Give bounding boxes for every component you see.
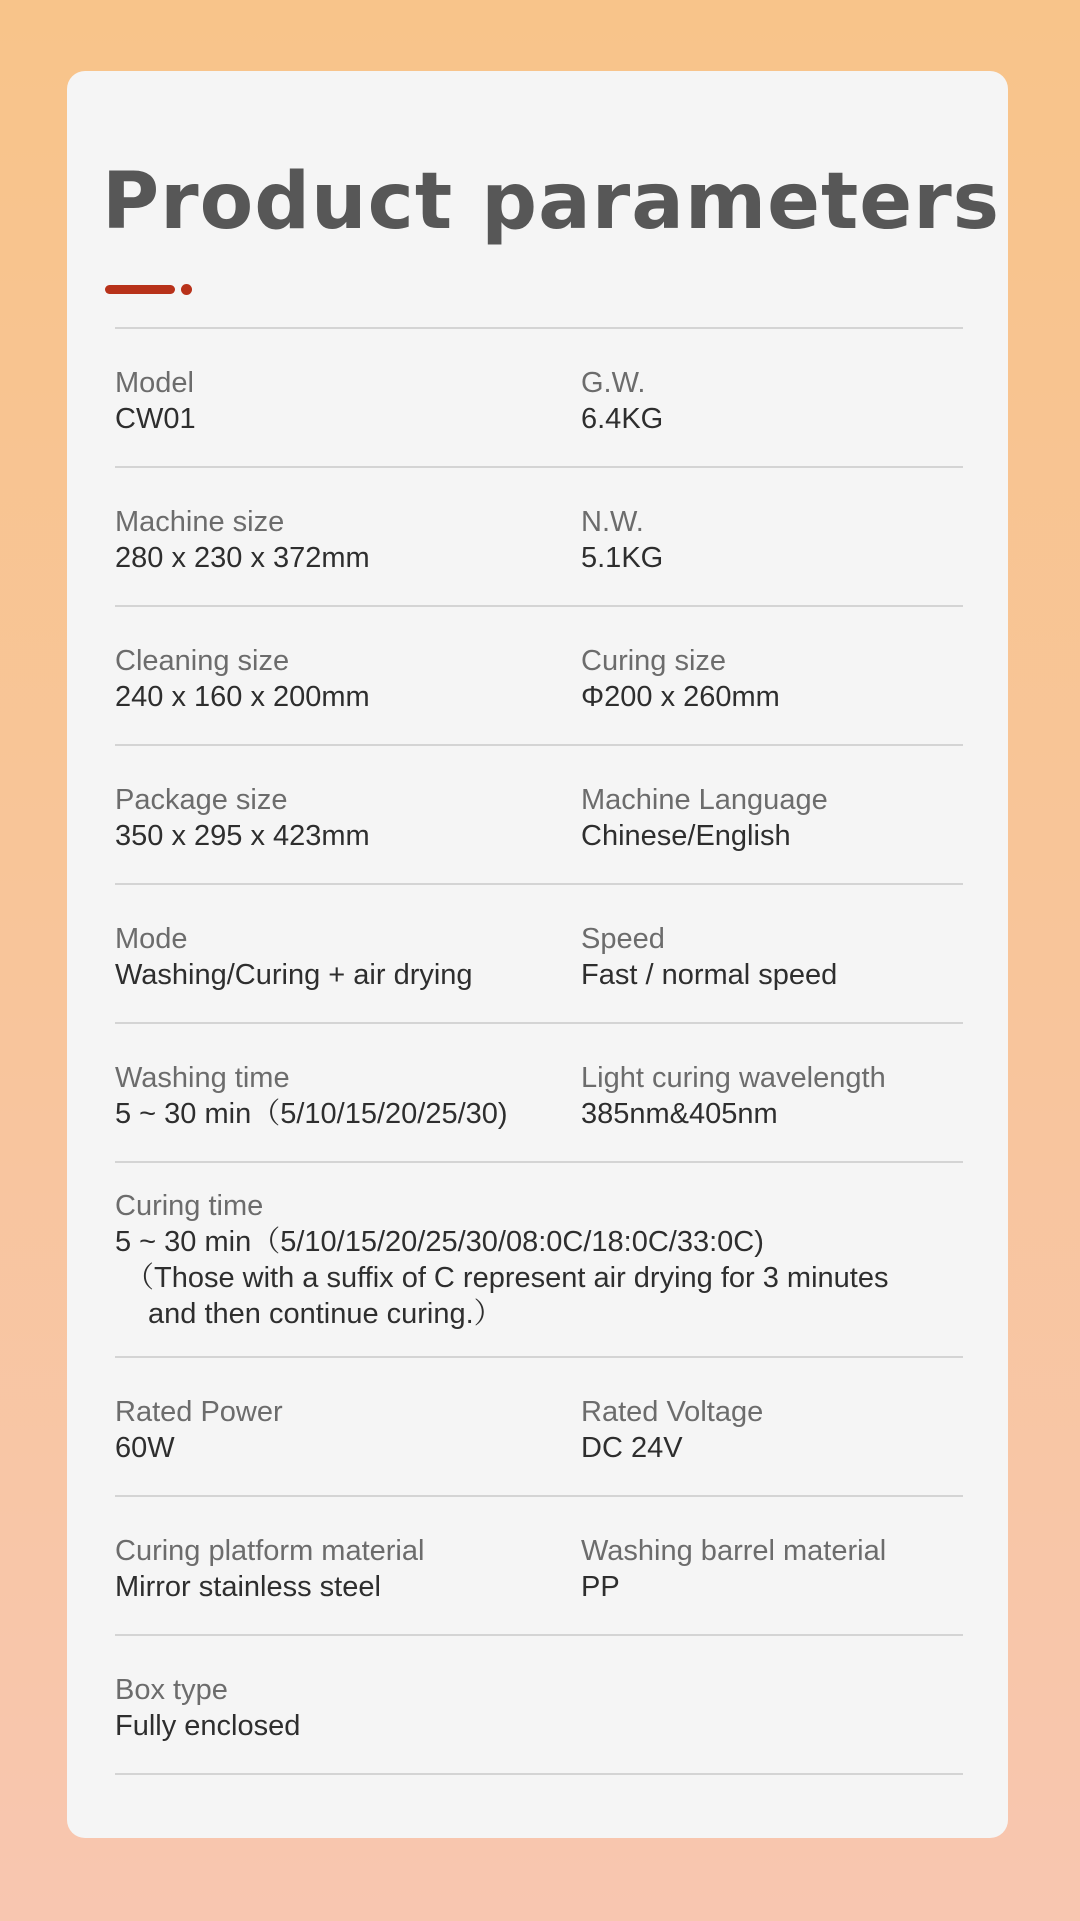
title-accent-bar <box>105 285 175 294</box>
param-label: Washing time <box>115 1061 290 1094</box>
param-value: DC 24V <box>581 1431 683 1464</box>
param-label: Speed <box>581 922 665 955</box>
param-value: 5 ~ 30 min（5/10/15/20/25/30/08:0C/18:0C/33:0C) <box>115 1225 764 1258</box>
param-box-type <box>115 1672 581 1744</box>
param-value: 6.4KG <box>581 402 664 435</box>
param-cleaning-size <box>115 643 581 715</box>
param-value: Fully enclosed <box>115 1709 301 1742</box>
param-machine-size <box>115 504 581 576</box>
param-rated-voltage <box>581 1394 963 1466</box>
curing-time-note-continued: and then continue curing.） <box>148 1297 503 1330</box>
param-label: Mode <box>115 922 188 955</box>
param-value: CW01 <box>115 402 196 435</box>
divider <box>115 1773 963 1775</box>
param-label: Curing size <box>581 644 727 677</box>
param-value: Washing/Curing + air drying <box>115 958 473 991</box>
param-light-curing-wavelength <box>581 1060 963 1132</box>
param-value: PP <box>581 1570 620 1603</box>
param-value: Φ200 x 260mm <box>581 680 780 713</box>
param-rated-power <box>115 1394 581 1466</box>
param-washing-time <box>115 1060 581 1132</box>
param-speed <box>581 921 963 993</box>
param-label: Curing time <box>115 1189 264 1222</box>
page-title: Product parameters <box>102 157 1001 247</box>
param-value: Chinese/English <box>581 819 791 852</box>
param-value: 350 x 295 x 423mm <box>115 819 370 852</box>
param-mode <box>115 921 581 993</box>
param-row-curing-time <box>115 1163 963 1356</box>
parameters-card <box>67 71 1008 1838</box>
param-package-size <box>115 782 581 854</box>
param-label: Rated Voltage <box>581 1395 764 1428</box>
param-label: Model <box>115 366 194 399</box>
param-value: 385nm&405nm <box>581 1097 778 1130</box>
param-value: 5.1KG <box>581 541 664 574</box>
param-label: Light curing wavelength <box>581 1061 886 1094</box>
param-machine-language <box>581 782 963 854</box>
param-curing-size <box>581 643 963 715</box>
param-model <box>115 365 581 437</box>
param-label: Box type <box>115 1673 228 1706</box>
param-value: Mirror stainless steel <box>115 1570 381 1603</box>
param-label: Package size <box>115 783 288 816</box>
param-washing-barrel-material <box>581 1533 963 1605</box>
param-row-mode <box>115 885 963 1022</box>
param-curing-platform-material <box>115 1533 581 1605</box>
param-label: Washing barrel material <box>581 1534 887 1567</box>
param-value: Fast / normal speed <box>581 958 838 991</box>
param-value: 5 ~ 30 min（5/10/15/20/25/30) <box>115 1097 508 1130</box>
param-label: Machine size <box>115 505 285 538</box>
param-row-washing-time <box>115 1024 963 1161</box>
parameter-table <box>115 327 963 1775</box>
param-value: 280 x 230 x 372mm <box>115 541 370 574</box>
param-row-package-size <box>115 746 963 883</box>
param-net-weight <box>581 504 963 576</box>
param-row-model <box>115 329 963 466</box>
param-gross-weight <box>581 365 963 437</box>
param-label: Curing platform material <box>115 1534 425 1567</box>
param-label: Cleaning size <box>115 644 290 677</box>
param-label: G.W. <box>581 366 646 399</box>
curing-time-note: （Those with a suffix of C represent air drying for 3 minutes <box>125 1261 889 1294</box>
param-row-materials <box>115 1497 963 1634</box>
param-label: Rated Power <box>115 1395 283 1428</box>
param-row-machine-size <box>115 468 963 605</box>
param-row-cleaning-size <box>115 607 963 744</box>
param-row-rated-power <box>115 1358 963 1495</box>
param-value: 240 x 160 x 200mm <box>115 680 370 713</box>
param-label: Machine Language <box>581 783 828 816</box>
param-value: 60W <box>115 1431 175 1464</box>
param-curing-time <box>115 1188 963 1332</box>
param-label: N.W. <box>581 505 644 538</box>
title-accent-dot <box>181 284 192 295</box>
param-row-box-type <box>115 1636 963 1773</box>
